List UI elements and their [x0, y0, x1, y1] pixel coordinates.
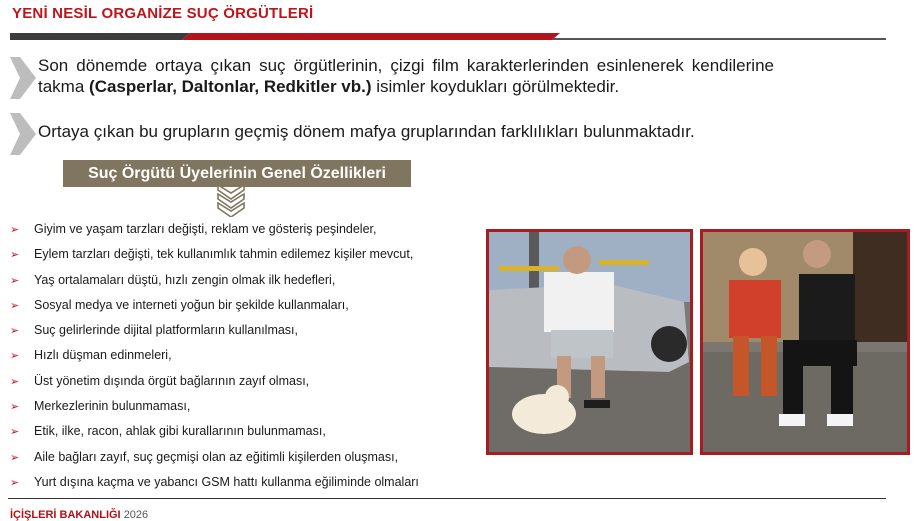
- photo-man-with-pinocchio: [700, 229, 910, 455]
- feature-text: Etik, ilke, racon, ahlak gibi kurallarının bulunmaması,: [34, 424, 326, 439]
- feature-text: Giyim ve yaşam tarzları değişti, reklam ve gösteriş peşindeler,: [34, 222, 377, 236]
- feature-text: Yurt dışına kaçma ve yabancı GSM hattı kullanma eğiliminde olmaları: [34, 474, 419, 489]
- footer-org: İÇİŞLERİ BAKANLIĞI: [10, 509, 121, 521]
- arrow-bullet-icon: ➢: [10, 325, 20, 338]
- intro-paragraph-2: [10, 121, 790, 155]
- feature-text: Suç gelirlerinde dijital platformların kullanılması,: [34, 323, 299, 338]
- feature-item: [10, 243, 419, 268]
- feature-text: Eylem tarzları değişti, tek kullanımlık tahmin edilemez kişiler mevcut,: [34, 247, 414, 262]
- feature-item: [10, 446, 419, 471]
- feature-item: [10, 319, 419, 344]
- feature-item: [10, 269, 419, 294]
- arrow-bullet-icon: ➢: [10, 401, 20, 414]
- feature-text: Merkezlerinin bulunmaması,: [34, 399, 191, 414]
- feature-text: Yaş ortalamaları düştü, hızlı zengin olmak ilk hedefleri,: [34, 272, 336, 287]
- section-banner: Suç Örgütü Üyelerinin Genel Özellikleri: [63, 160, 411, 187]
- double-chevron-down-icon: [216, 185, 246, 217]
- arrow-bullet-icon: ➢: [10, 350, 20, 363]
- photo-man-with-dog: [486, 229, 693, 455]
- feature-item: [10, 218, 419, 243]
- chevron-right-icon: [10, 57, 36, 99]
- intro-text-1-start: Son dönemde ortaya çıkan suç örgütlerinin, çizgi film karakterlerinden esinlenerek kendilerine takma: [38, 56, 774, 96]
- feature-text: Sosyal medya ve interneti yoğun bir şekilde kullanmaları,: [34, 297, 349, 312]
- slide-title: YENİ NESİL ORGANİZE SUÇ ÖRGÜTLERİ: [12, 5, 314, 22]
- feature-item: [10, 370, 419, 395]
- footer-year: 2026: [123, 509, 149, 521]
- feature-item: [10, 344, 419, 369]
- arrow-bullet-icon: ➢: [10, 375, 20, 388]
- footer: [10, 509, 148, 521]
- feature-item: [10, 294, 419, 319]
- feature-text: Hızlı düşman edinmeleri,: [34, 348, 172, 363]
- feature-item: [10, 471, 419, 496]
- feature-text: Aile bağları zayıf, suç geçmişi olan az eğitimli kişilerden oluşması,: [34, 449, 399, 464]
- chevron-right-icon: [10, 113, 36, 155]
- arrow-bullet-icon: ➢: [10, 249, 20, 262]
- feature-list: [10, 218, 419, 496]
- footer-divider: [8, 498, 886, 499]
- intro-text-2: Ortaya çıkan bu grupların geçmiş dönem mafya gruplarından farklılıkları bulunmaktadır.: [38, 122, 695, 141]
- intro-text-1: [38, 55, 774, 97]
- intro-text-1-end: isimler koydukları görülmektedir.: [371, 77, 620, 96]
- intro-paragraph-1: [10, 55, 790, 101]
- arrow-bullet-icon: ➢: [10, 476, 20, 489]
- feature-item: [10, 420, 419, 445]
- feature-item: [10, 395, 419, 420]
- arrow-bullet-icon: ➢: [10, 426, 20, 439]
- arrow-bullet-icon: ➢: [10, 451, 20, 464]
- arrow-bullet-icon: ➢: [10, 224, 20, 236]
- group-names: (Casperlar, Daltonlar, Redkitler vb.): [89, 77, 372, 96]
- arrow-bullet-icon: ➢: [10, 274, 20, 287]
- arrow-bullet-icon: ➢: [10, 299, 20, 312]
- header-divider-bar: [10, 33, 886, 40]
- feature-text: Üst yönetim dışında örgüt bağlarının zayıf olması,: [34, 373, 310, 388]
